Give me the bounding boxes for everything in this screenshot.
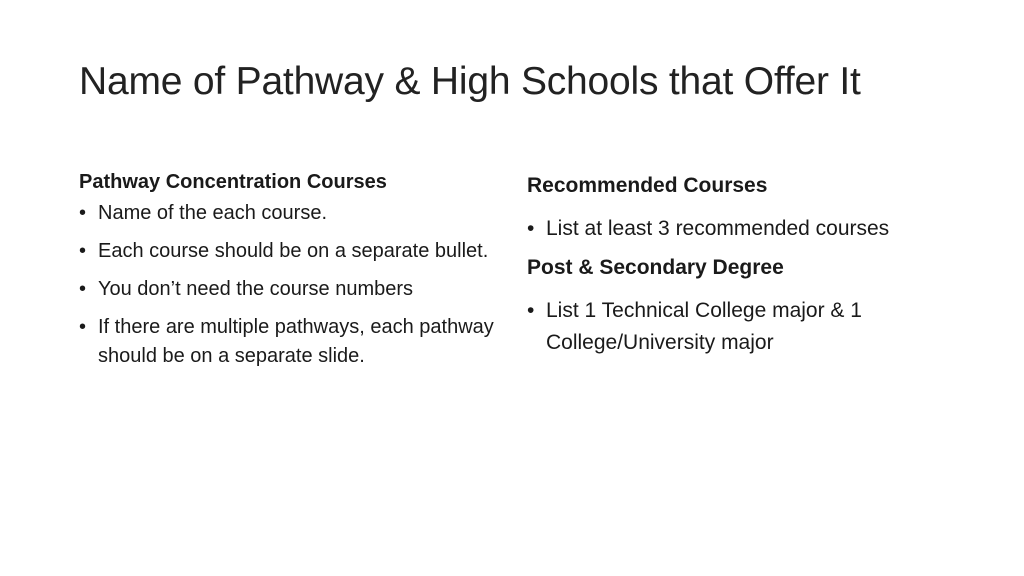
post-secondary-degree-heading: Post & Secondary Degree	[527, 256, 784, 279]
degree-list	[527, 295, 967, 359]
list-item	[79, 313, 499, 371]
list-item	[527, 213, 967, 245]
list-item	[79, 237, 499, 266]
slide-title: Name of Pathway & High Schools that Offer It	[79, 60, 861, 103]
pathway-concentration-heading: Pathway Concentration Courses	[79, 171, 387, 193]
list-item	[527, 295, 967, 359]
list-item-text: Each course should be on a separate bullet.	[98, 240, 489, 262]
bullet-icon: •	[79, 316, 87, 338]
recommended-course-list	[527, 213, 967, 245]
bullet-icon: •	[79, 278, 87, 300]
bullet-icon: •	[527, 217, 535, 240]
list-item-text: List 1 Technical College major & 1 College/University major	[546, 299, 862, 354]
list-item	[79, 199, 499, 228]
list-item-text: Name of the each course.	[98, 202, 328, 224]
list-item-text: List at least 3 recommended courses	[546, 217, 890, 240]
recommended-courses-heading: Recommended Courses	[527, 174, 768, 197]
list-item	[79, 275, 499, 304]
left-column	[79, 168, 499, 371]
bullet-icon: •	[79, 202, 87, 224]
bullet-icon: •	[79, 240, 87, 262]
right-column	[527, 171, 967, 359]
bullet-icon: •	[527, 299, 535, 322]
list-item-text: You don’t need the course numbers	[98, 278, 414, 300]
list-item-text: If there are multiple pathways, each pathway should be on a separate slide.	[98, 316, 494, 367]
pathway-course-list	[79, 199, 499, 371]
